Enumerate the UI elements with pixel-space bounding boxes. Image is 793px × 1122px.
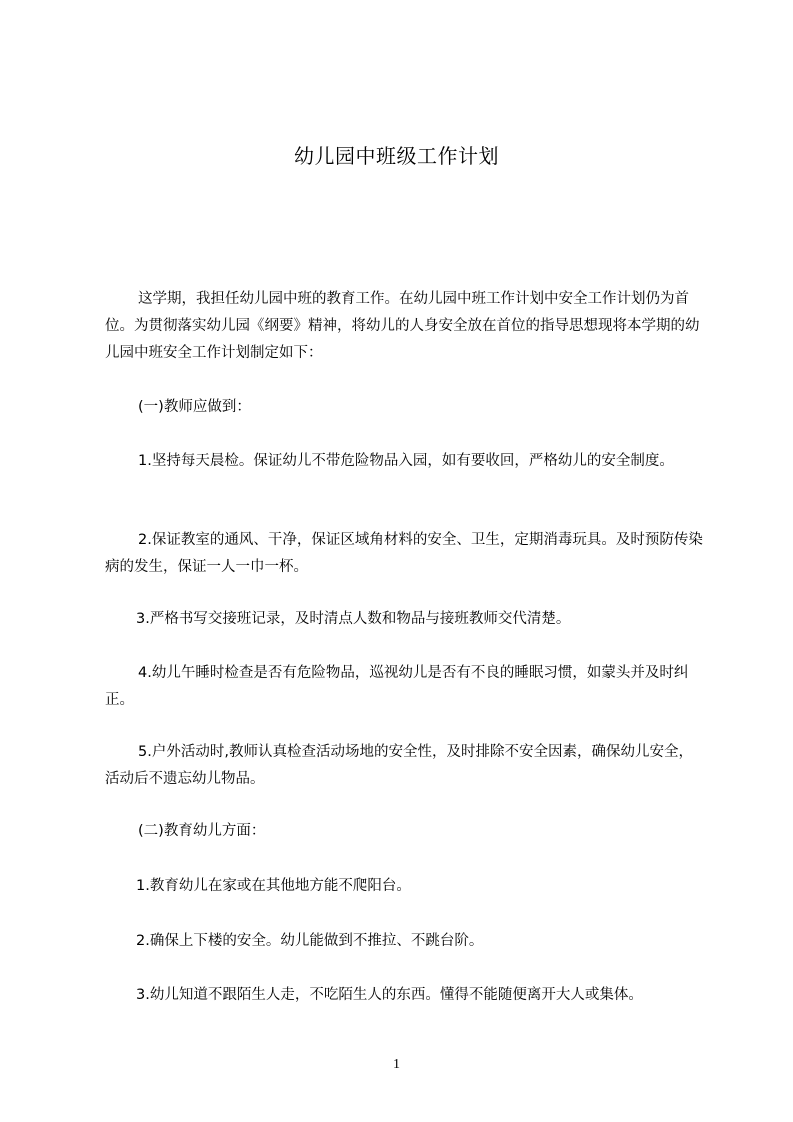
document-title: 幼儿园中班级工作计划 — [294, 144, 499, 168]
section1-heading: (一)教师应做到： — [138, 399, 251, 415]
section1-item-3: 3.严格书写交接班记录，及时清点人数和物品与接班教师交代清楚。 — [136, 611, 571, 627]
section2-item-2: 2.确保上下楼的安全。幼儿能做到不推拉、不跳台阶。 — [136, 933, 484, 949]
section1-item-4: 4.幼儿午睡时检查是否有危险物品，巡视幼儿是否有不良的睡眠习惯，如蒙头并及时纠正。 — [105, 665, 689, 708]
section2-heading: (二)教育幼儿方面： — [138, 823, 266, 839]
section1-item-1: 1.坚持每天晨检。保证幼儿不带危险物品入园，如有要收回，严格幼儿的安全制度。 — [138, 453, 674, 469]
section2-item-3: 3.幼儿知道不跟陌生人走，不吃陌生人的东西。懂得不能随便离开大人或集体。 — [136, 987, 643, 1003]
section1-item-2: 2.保证教室的通风、干净，保证区域角材料的安全、卫生，定期消毒玩具。及时预防传染病的发生，保证一人一巾一杯。 — [105, 532, 703, 575]
section2-item-1: 1.教育幼儿在家或在其他地方能不爬阳台。 — [136, 878, 411, 894]
intro-paragraph: 这学期，我担任幼儿园中班的教育工作。在幼儿园中班工作计划中安全工作计划仍为首位。为贯彻落实幼儿园《纲要》精神，将幼儿的人身安全放在首位的指导思想现将本学期的幼儿园中班安全工作计划制定如下： — [105, 291, 700, 361]
page-number: 1 — [393, 1057, 400, 1072]
section1-item-5: 5.户外活动时,教师认真检查活动场地的安全性，及时排除不安全因素，确保幼儿安全，活动后不遗忘幼儿物品。 — [105, 744, 693, 787]
